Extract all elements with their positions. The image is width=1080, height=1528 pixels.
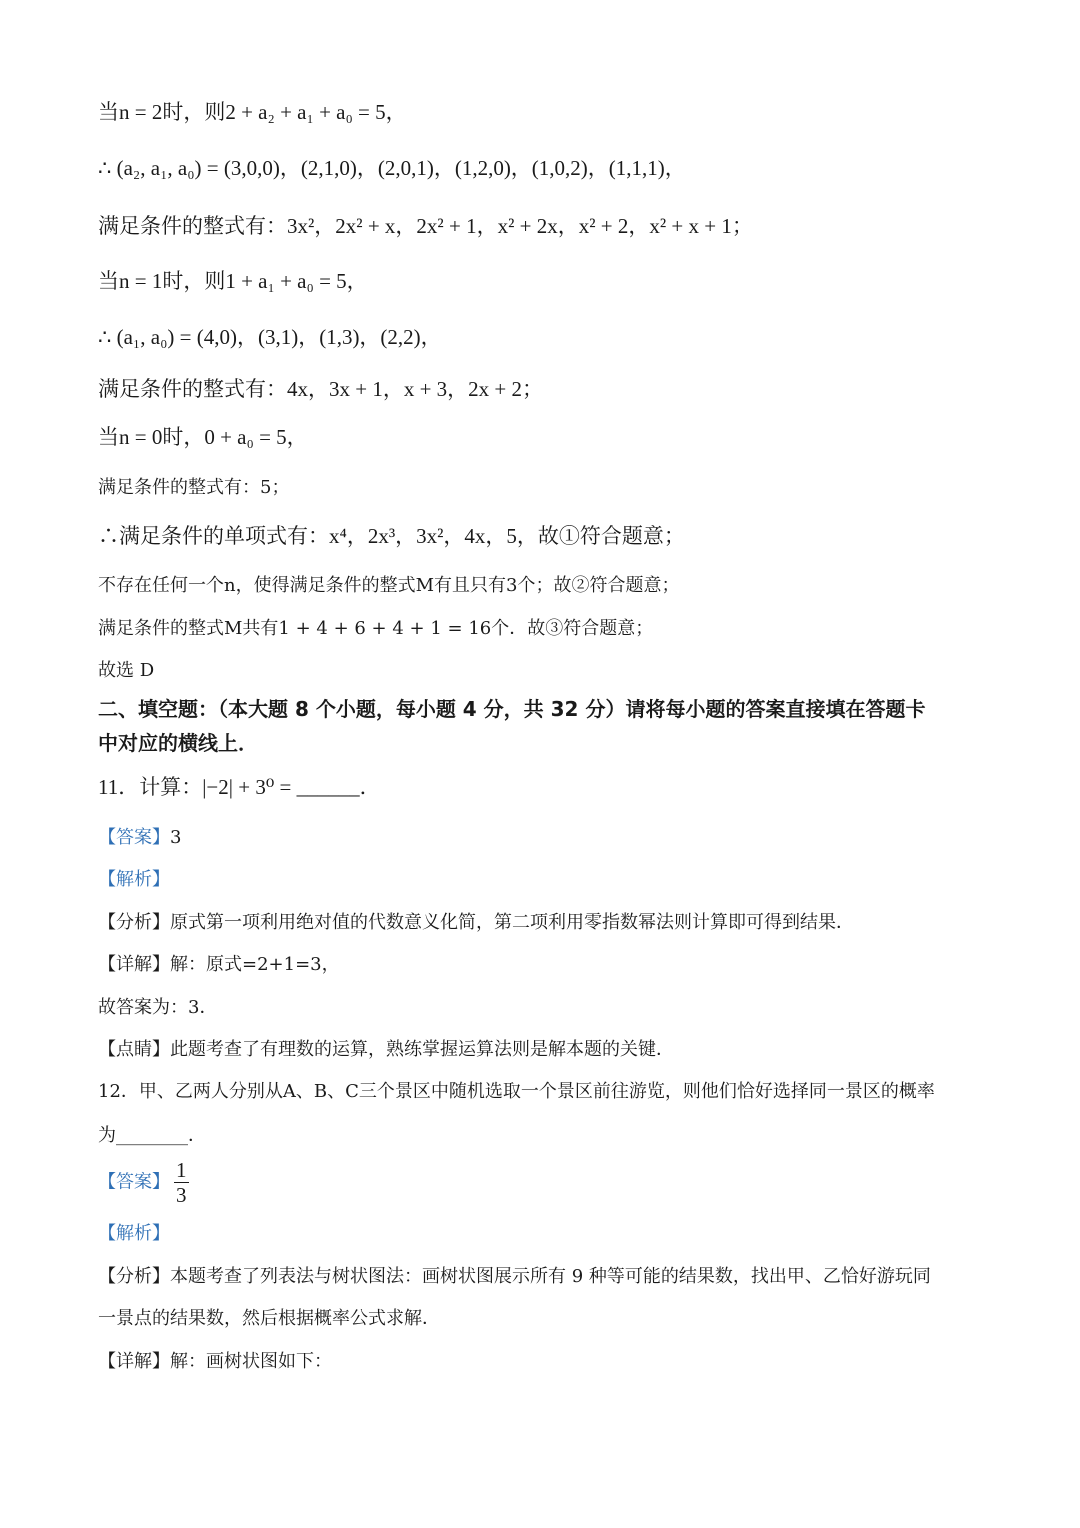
solution-line-n2-tuples: ∴ (a₂, a₁, a₀) = (3,0,0)，(2,1,0)，(2,0,1)，(1,2,0)，(1,0,2)，(1,1,1)，	[98, 156, 686, 180]
dianjing-text: 此题考查了有理数的运算，熟练掌握运算法则是解本题的关键．	[170, 1039, 674, 1060]
q11-analysis-tag: 【解析】	[98, 869, 170, 890]
q11-xiangjie	[98, 953, 340, 977]
solution-line-n1-equation: 当n = 1时，则1 + a₁ + a₀ = 5，	[98, 269, 368, 293]
solution-line-n1-polynomials: 满足条件的整式有：4x，3x + 1，x + 3，2x + 2；	[98, 377, 544, 401]
xiangjie-text: 解：原式=2+1=3，	[170, 954, 340, 975]
answer-tag: 【答案】	[98, 1171, 170, 1193]
q12-question-line1: 12．甲、乙两人分别从A、B、C三个景区中随机选取一个景区前往游览，则他们恰好选择同一景区的概率	[98, 1081, 935, 1102]
fenxi-text: 原式第一项利用绝对值的代数意义化简，第二项利用零指数幂法则计算即可得到结果．	[170, 912, 854, 933]
fenxi-tag: 【分析】	[98, 1266, 170, 1287]
fraction-numerator: 1	[176, 1158, 187, 1182]
answer-fraction	[174, 1158, 189, 1207]
dianjing-tag: 【点睛】	[98, 1039, 170, 1060]
solution-line-statement-3: 满足条件的整式M共有1 + 4 + 6 + 4 + 1 = 16个．故③符合题意；	[98, 618, 654, 639]
fraction-denominator: 3	[176, 1183, 187, 1207]
xiangjie-text: 解：画树状图如下：	[170, 1351, 332, 1372]
q12-fenxi-line1	[98, 1265, 931, 1289]
q12-question-line2: 为________．	[98, 1125, 206, 1146]
q12-xiangjie	[98, 1350, 332, 1374]
q12-answer	[98, 1158, 189, 1207]
q11-answer	[98, 826, 181, 850]
solution-line-choice: 故选 D	[98, 660, 155, 681]
solution-line-n2-equation: 当n = 2时，则2 + a₂ + a₁ + a₀ = 5，	[98, 100, 407, 124]
solution-line-n1-tuples: ∴ (a₁, a₀) = (4,0)，(3,1)，(1,3)，(2,2)，	[98, 325, 442, 349]
answer-value: 3	[170, 827, 182, 848]
fenxi-tag: 【分析】	[98, 912, 170, 933]
solution-line-monomials: ∴满足条件的单项式有：x⁴，2x³，3x²，4x，5，故①符合题意；	[98, 524, 685, 548]
section-heading-line1: 二、填空题：（本大题 8 个小题，每小题 4 分，共 32 分）请将每小题的答案直接填在答题卡	[98, 697, 926, 721]
xiangjie-tag: 【详解】	[98, 954, 170, 975]
solution-line-n0-equation: 当n = 0时，0 + a₀ = 5，	[98, 425, 308, 449]
solution-line-statement-2: 不存在任何一个n，使得满足条件的整式M有且只有3个；故②符合题意；	[98, 575, 680, 596]
q11-conclusion: 故答案为：3．	[98, 997, 218, 1018]
xiangjie-tag: 【详解】	[98, 1351, 170, 1372]
q12-fenxi-line2: 一景点的结果数，然后根据概率公式求解．	[98, 1308, 440, 1329]
section-heading-line2: 中对应的横线上．	[98, 731, 258, 755]
solution-line-n2-polynomials: 满足条件的整式有：3x²，2x² + x，2x² + 1，x² + 2x，x² + 2，x² + x + 1；	[98, 214, 753, 238]
answer-tag: 【答案】	[98, 827, 170, 848]
solution-line-n0-polynomials: 满足条件的整式有：5；	[98, 477, 290, 498]
q12-analysis-tag: 【解析】	[98, 1223, 170, 1244]
q11-question: 11．计算：|−2| + 3⁰ = ______．	[98, 775, 381, 799]
q11-dianjing	[98, 1038, 674, 1062]
q11-fenxi	[98, 911, 854, 935]
fenxi-text: 本题考查了列表法与树状图法：画树状图展示所有 9 种等可能的结果数，找出甲、乙恰好游玩同	[170, 1266, 931, 1287]
